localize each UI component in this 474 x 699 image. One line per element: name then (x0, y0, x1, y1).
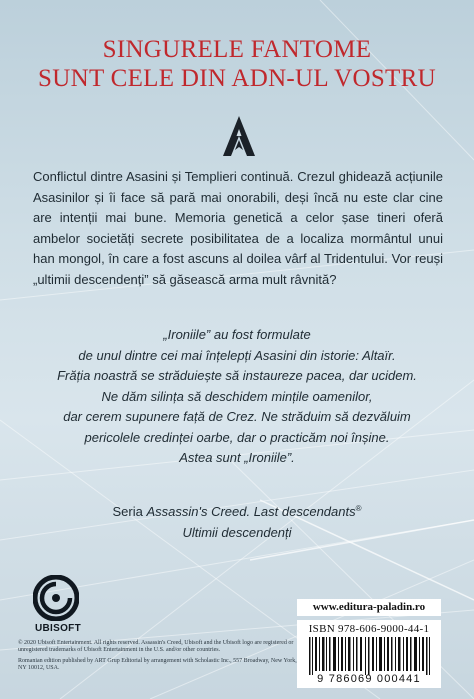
series-prefix: Seria (112, 504, 147, 519)
quote-line: Ne dăm silința să deschidem mințile oamenilor, (101, 388, 373, 404)
ubisoft-wordmark: UBISOFT (35, 623, 81, 634)
quote-line: Astea sunt „Ironiile”. (179, 450, 295, 465)
registered-mark: ® (355, 504, 362, 513)
assassins-creed-crest-icon (222, 115, 256, 157)
quote-line: dar cerem supunere față de Crez. Ne străduim să dezvăluim (63, 409, 411, 424)
ironies-quote (20, 325, 454, 469)
quote-line: Frăția noastră se străduiește să instaureze pacea, dar ucidem. (57, 368, 417, 383)
synopsis-paragraph: Conflictul dintre Asasini și Templieri continuă. Crezul ghidează acțiunile Asasinilor și îi face să pară mai onorabili, deși încă nu este clar cine are intenții mai bune. Memoria genetică a celor șase tineri oferă ambelor societăți secrete posibilitatea de a localiza mormântul unui han mongol, în care a fost ascuns al doilea vârf al Tridentului. Vor reuși „ultimii descendenți” să găsească arma mult râvnită? (33, 169, 443, 287)
ubisoft-swirl-icon (33, 575, 79, 621)
cover-tagline-line-1: SINGURELE FANTOME (102, 36, 372, 63)
edition-text: Romanian edition published by ART Grup Editorial by arrangement with Scholastic Inc., 557 Broadway, New York, NY 10012, USA. (18, 657, 297, 671)
series-subtitle: Ultimii descendenți (182, 525, 292, 540)
series-title-line (0, 498, 474, 522)
series-info (0, 498, 474, 543)
quote-line: de unul dintre cei mai înțelepți Asasini din istorie: Altaïr. (78, 347, 396, 363)
isbn-text: ISBN 978-606-9000-44-1 (308, 623, 430, 635)
legal-notice (18, 640, 298, 672)
quote-line: „Ironiile” au fost formulate (163, 327, 311, 342)
copyright-text: © 2020 Ubisoft Entertainment. All rights reserved. Assassin's Creed, Ubisoft and the Ubisoft logo are registered or unregistered trademarks of Ubisoft Entertainment in the U.S. and/or other countries. (18, 640, 294, 654)
cover-tagline-line-2: SUNT CELE DIN ADN-UL VOSTRU (38, 65, 436, 92)
barcode-digits: 9 786069 000441 (317, 673, 421, 685)
barcode-icon (307, 637, 433, 675)
publisher-website: www.editura-paladin.ro (297, 599, 441, 616)
series-title: Assassin's Creed. Last descendants (146, 504, 356, 519)
isbn-barcode-box (297, 620, 441, 688)
quote-line: pericolele credinței oarbe, dar o practicăm noi înșine. (84, 429, 390, 445)
